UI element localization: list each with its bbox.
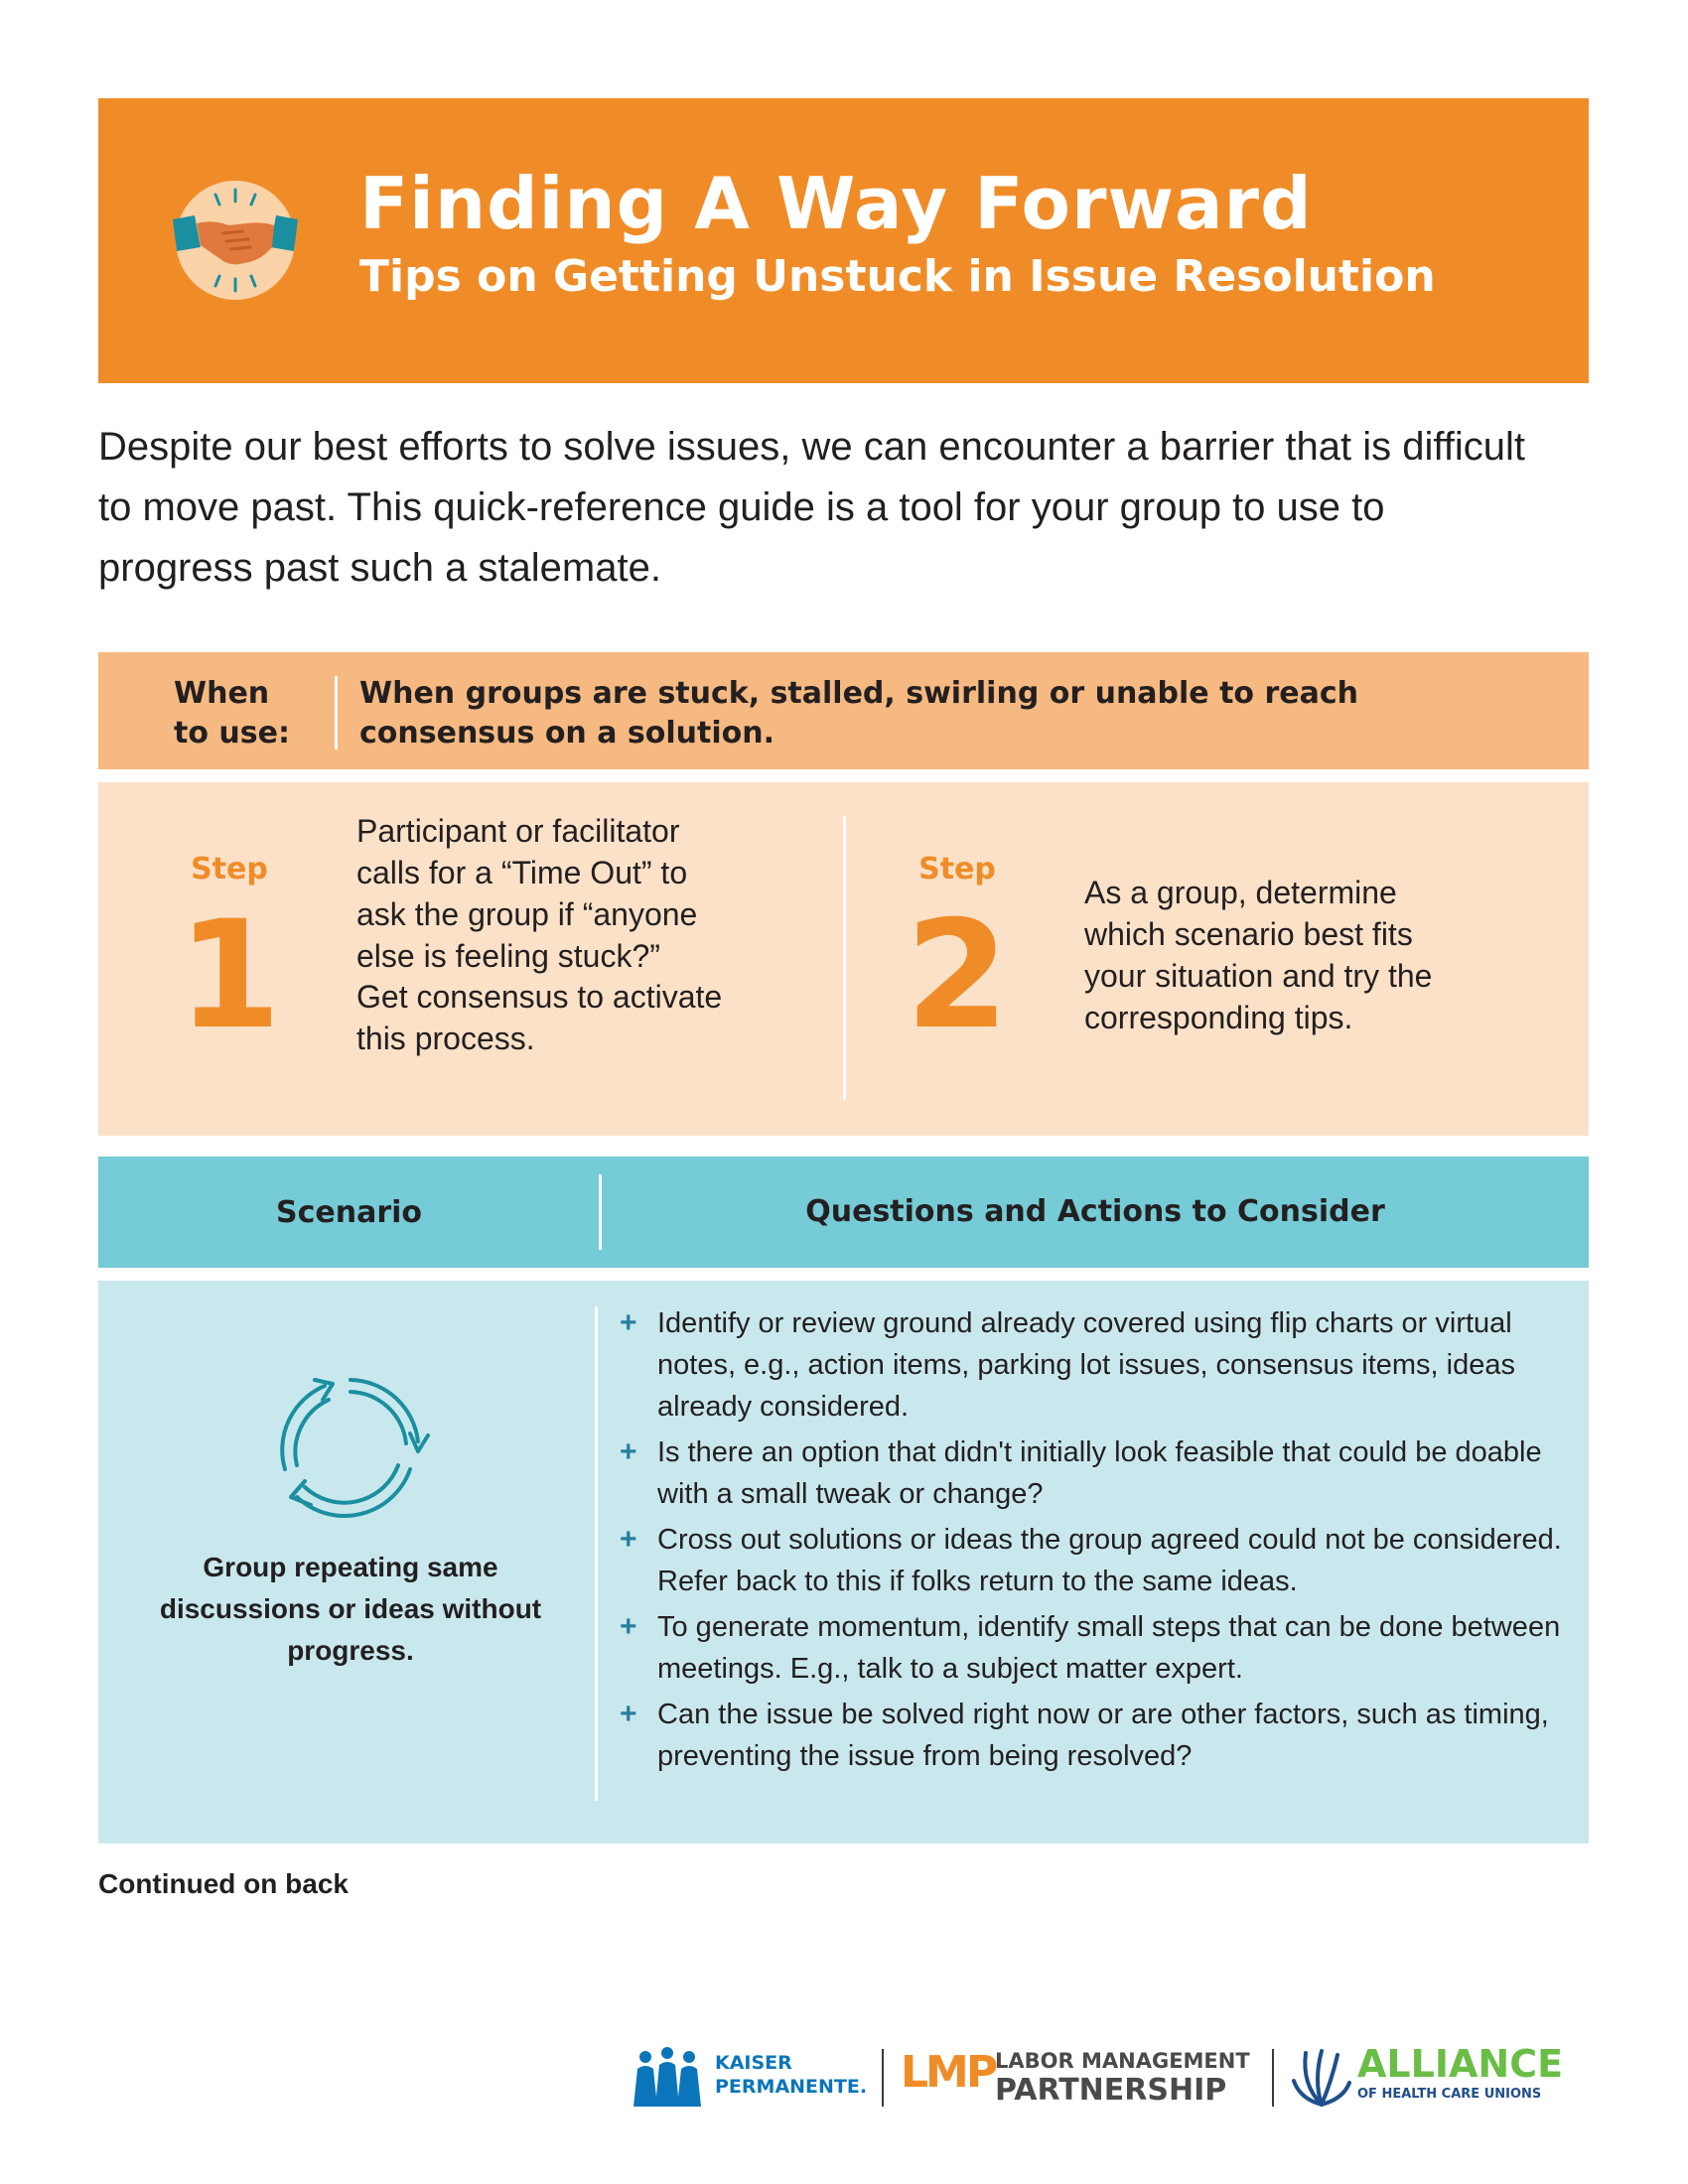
alliance-line-2: OF HEALTH CARE UNIONS — [1357, 2087, 1542, 2102]
divider — [595, 1306, 598, 1801]
plus-icon: + — [620, 1306, 637, 1339]
when-to-use-label: When to use: — [174, 676, 290, 751]
kp-figures-icon — [632, 2047, 703, 2107]
alliance-logo — [1292, 2043, 1590, 2113]
tip-text: To generate momentum, identify small steps that can be done between meetings. E.g., talk to a subject matter expert. — [657, 1611, 1561, 1685]
kaiser-permanente-logo — [632, 2043, 880, 2113]
table-row — [98, 1281, 1589, 1843]
plus-icon: + — [620, 1435, 637, 1468]
list-item — [620, 1302, 1568, 1428]
footer-logos — [632, 2043, 1589, 2113]
tip-text: Cross out solutions or ideas the group agreed could not be considered. Refer back to this if folks return to the same ideas. — [657, 1524, 1562, 1597]
steps-panel — [98, 782, 1589, 1136]
plus-icon: + — [620, 1523, 637, 1556]
continued-note: Continued on back — [98, 1868, 349, 1899]
scenario-header: Scenario — [275, 1194, 423, 1230]
page-subtitle: Tips on Getting Unstuck in Issue Resolution — [359, 251, 1436, 302]
when-to-use-bar — [98, 652, 1589, 769]
list-item — [620, 1694, 1568, 1777]
scenario-description: Group repeating same discussions or ideas without progress. — [159, 1552, 542, 1666]
step-2-number: 2 — [905, 889, 1010, 1062]
header-banner — [98, 98, 1589, 383]
cycle-arrows-icon — [271, 1370, 430, 1529]
actions-header: Questions and Actions to Consider — [805, 1194, 1385, 1229]
tips-list — [620, 1302, 1568, 1781]
list-item — [620, 1606, 1568, 1690]
table-header — [98, 1157, 1589, 1268]
divider — [843, 816, 846, 1100]
logo-separator — [1272, 2049, 1274, 2107]
list-item — [620, 1432, 1568, 1515]
tip-text: Can the issue be solved right now or are other factors, such as timing, preventing the issue from being resolved? — [657, 1699, 1549, 1772]
lmp-line-1: LABOR MANAGEMENT — [995, 2049, 1250, 2073]
divider — [335, 676, 338, 750]
list-item — [620, 1519, 1568, 1602]
when-to-use-text: When groups are stuck, stalled, swirling or unable to reach consensus on a solution. — [359, 676, 1359, 751]
page-title: Finding A Way Forward — [359, 162, 1313, 245]
step-2-label: Step — [918, 852, 996, 887]
plus-icon: + — [620, 1698, 637, 1730]
step-1-number: 1 — [177, 889, 282, 1062]
step-2-text: As a group, determine which scenario best fits your situation and try the corresponding tips. — [1084, 875, 1433, 1035]
step-1-label: Step — [191, 852, 268, 887]
plus-icon: + — [620, 1610, 637, 1643]
tip-text: Identify or review ground already covered using flip charts or virtual notes, e.g., action items, parking lot issues, consensus items, ideas already considered. — [657, 1307, 1515, 1423]
lmp-mark: LMP — [901, 2047, 996, 2098]
step-1-text-2: Get consensus to activate this process. — [356, 979, 723, 1056]
intro-paragraph: Despite our best efforts to solve issues, we can encounter a barrier that is difficult to move past. This quick-reference guide is a tool for your group to use to progress past such a stalemate. — [98, 425, 1526, 590]
alliance-line-1: ALLIANCE — [1357, 2042, 1564, 2086]
kp-wordmark: KAISER PERMANENTE. — [715, 2052, 868, 2098]
lmp-logo — [901, 2043, 1258, 2113]
step-1-text: Participant or facilitator calls for a “Time Out” to ask the group if “anyone else is feeling stuck?” — [356, 813, 698, 974]
alliance-emblem-icon — [1292, 2045, 1351, 2109]
tip-text: Is there an option that didn't initially look feasible that could be doable with a small tweak or change? — [657, 1436, 1542, 1510]
lmp-line-2: PARTNERSHIP — [995, 2073, 1227, 2108]
logo-separator — [882, 2049, 884, 2107]
handshake-icon — [171, 176, 300, 305]
